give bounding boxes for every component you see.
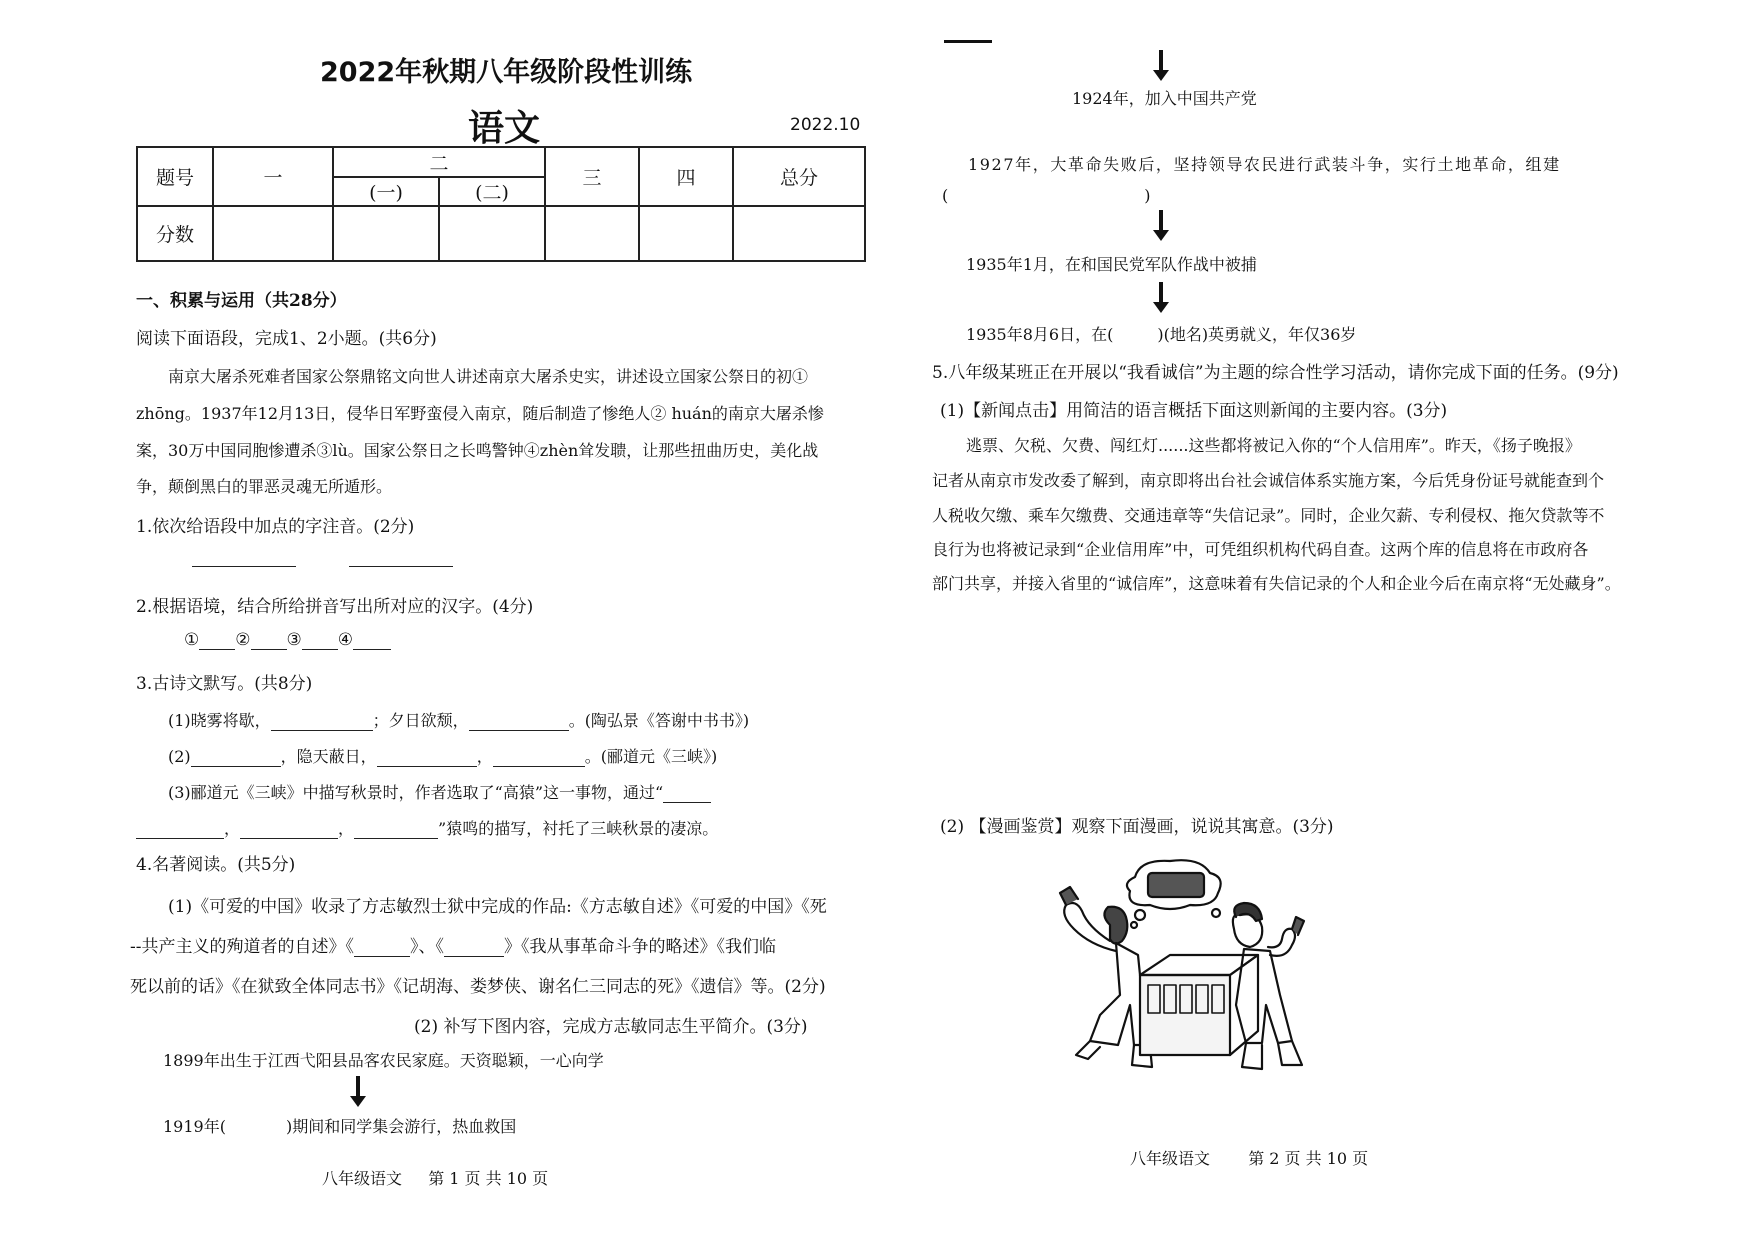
news-line-4: 良行为也将被记录到“企业信用库”中，可凭组织机构代码自查。这两个库的信息将在市政府各 [932, 540, 1589, 559]
section1-heading: 一、积累与运用（共28分） [136, 291, 347, 311]
score-cell-2-2[interactable] [439, 206, 545, 261]
timeline-1935-8-text-a: 1935年8月6日，在( [966, 325, 1114, 344]
q3-1-blank-2[interactable] [469, 712, 569, 731]
timeline-1927-answer [942, 186, 1151, 205]
q3-item-1 [168, 708, 749, 731]
q5-2: (2) 【漫画鉴赏】观察下面漫画，说说其寓意。(3分) [940, 817, 1334, 837]
q3-3-blank-2[interactable] [136, 820, 224, 839]
q1-blank-2[interactable] [349, 548, 453, 567]
q2-blank-4[interactable] [353, 631, 391, 650]
news-line-3: 人税收欠缴、乘车欠缴费、交通违章等“失信记录”。同时，企业欠薪、专利侵权、拖欠贷款等不 [932, 506, 1605, 525]
footer-left-subject: 八年级语文 [322, 1169, 403, 1188]
q3-1-text-b: ；夕日欲颓， [372, 711, 469, 730]
q3-3-blank-1[interactable] [663, 784, 711, 803]
timeline-1935-8 [966, 322, 1356, 345]
q4-2: (2) 补写下图内容，完成方志敏同志生平简介。(3分) [414, 1017, 808, 1037]
passage-line-1: 南京大屠杀死难者国家公祭鼎铭文向世人讲述南京大屠杀史实，讲述设立国家公祭日的初① [168, 367, 809, 386]
paren-open: ( [942, 186, 949, 205]
timeline-1935-1: 1935年1月，在和国民党军队作战中被捕 [966, 255, 1257, 274]
q4-1-text-c: 》《我从事革命斗争的略述》《我们临 [504, 937, 776, 957]
q4-1-line-1: (1)《可爱的中国》收录了方志敏烈士狱中完成的作品:《方志敏自述》《可爱的中国》《死 [168, 897, 827, 917]
score-table-col-2-sub-1: (一) [333, 177, 439, 206]
q3-3-text-c: ， [338, 819, 355, 838]
q4-1-blank-2[interactable] [444, 938, 504, 957]
q3-3-text-b: ， [224, 819, 241, 838]
q3-2-text-c: ， [476, 747, 493, 766]
q1-answer-blanks [192, 548, 453, 567]
timeline-1935-8-text-b: )(地名)英勇就义，年仅36岁 [1157, 325, 1357, 344]
timeline-1919-text-b: )期间和同学集会游行，热血救国 [285, 1117, 517, 1136]
timeline-1927: 1927年，大革命失败后，坚持领导农民进行武装斗争，实行土地革命，组建 [968, 155, 1561, 174]
score-table-row2-label: 分数 [137, 206, 213, 261]
exam-date: 2022.10 [790, 115, 861, 135]
q3-item-3-line-1 [168, 780, 711, 803]
paren-close: ) [1144, 186, 1151, 205]
q3-item-2 [168, 744, 717, 767]
footer-right-page: 第 2 页 共 10 页 [1248, 1149, 1369, 1168]
q2-mark-1: ① [184, 630, 200, 650]
q3-3-blank-3[interactable] [240, 820, 338, 839]
q4-1-line-2 [130, 932, 776, 957]
score-table-row1-label: 题号 [137, 147, 213, 206]
passage-line-2: zhōng。1937年12月13日，侵华日军野蛮侵入南京，随后制造了惨绝人② huán的南京大屠杀惨 [136, 404, 824, 423]
q2-blank-2[interactable] [251, 631, 287, 650]
exam-title: 2022年秋期八年级阶段性训练 [320, 57, 693, 88]
q3-2-blank-3[interactable] [493, 748, 585, 767]
q2-mark-2: ② [235, 630, 251, 650]
score-table-col-1: 一 [213, 147, 333, 206]
q1-blank-1[interactable] [192, 548, 296, 567]
q3-2-blank-2[interactable] [377, 748, 477, 767]
subject-title: 语文 [468, 108, 541, 149]
q2-blank-3[interactable] [302, 631, 338, 650]
question-3: 3.古诗文默写。(共8分) [136, 674, 313, 694]
score-table-col-4: 四 [639, 147, 733, 206]
news-line-2: 记者从南京市发改委了解到，南京即将出台社会诚信体系实施方案，今后凭身份证号就能查到个 [932, 471, 1605, 490]
section1-intro: 阅读下面语段，完成1、2小题。(共6分) [136, 329, 437, 349]
question-2: 2.根据语境，结合所给拼音写出所对应的汉字。(4分) [136, 597, 534, 617]
q3-2-blank-1[interactable] [191, 748, 281, 767]
timeline-1919 [163, 1114, 516, 1137]
question-4: 4.名著阅读。(共5分) [136, 855, 296, 875]
timeline-1899: 1899年出生于江西弋阳县品客农民家庭。天资聪颖，一心向学 [163, 1051, 604, 1070]
q3-1-text-a: (1)晓雾将歇， [168, 711, 271, 730]
question-5: 5.八年级某班正在开展以“我看诚信”为主题的综合性学习活动，请你完成下面的任务。(9分) [932, 363, 1619, 383]
q3-item-3-line-2 [136, 816, 718, 839]
q2-mark-3: ③ [286, 630, 302, 650]
score-table-col-3: 三 [545, 147, 639, 206]
score-table-col-2-sub-2: (二) [439, 177, 545, 206]
question-1: 1.依次给语段中加点的字注音。(2分) [136, 517, 415, 537]
news-line-1: 逃票、欠税、欠费、闯红灯......这些都将被记入你的“个人信用库”。昨天，《扬子晚报》 [966, 436, 1581, 455]
left-page [0, 0, 876, 1240]
q3-3-text-d: ”猿鸣的描写，衬托了三峡秋景的凄凉。 [438, 819, 719, 838]
score-cell-1[interactable] [213, 206, 333, 261]
q2-mark-4: ④ [337, 630, 353, 650]
score-cell-total[interactable] [733, 206, 865, 261]
scan-mark [944, 40, 992, 43]
q2-answer-blanks [184, 630, 391, 650]
q3-1-blank-1[interactable] [271, 712, 373, 731]
footer-left [322, 1166, 548, 1189]
passage-line-3: 案，30万中国同胞惨遭杀③lù。国家公祭日之长鸣警钟④zhèn耸发聩，让那些扭曲历史，美化战 [136, 441, 819, 460]
timeline-1919-text-a: 1919年( [163, 1117, 226, 1136]
passage-line-4: 争，颠倒黑白的罪恶灵魂无所遁形。 [136, 477, 393, 496]
score-cell-3[interactable] [545, 206, 639, 261]
q4-1-text-a: --共产主义的殉道者的自述》《 [130, 937, 354, 957]
score-cell-2-1[interactable] [333, 206, 439, 261]
score-table-col-total: 总分 [733, 147, 865, 206]
q4-1-line-3: 死以前的话》《在狱致全体同志书》《记胡海、娄梦侠、谢名仁三同志的死》《遗信》等。(2分) [130, 977, 826, 997]
footer-right-subject: 八年级语文 [1130, 1149, 1211, 1168]
q3-1-text-c: 。(陶弘景《答谢中书书》) [568, 711, 750, 730]
timeline-1924: 1924年，加入中国共产党 [1072, 89, 1257, 108]
footer-right [1130, 1146, 1368, 1169]
q4-1-text-b: 》、《 [410, 937, 444, 957]
score-cell-4[interactable] [639, 206, 733, 261]
q3-2-text-a: (2) [168, 747, 191, 766]
q2-blank-1[interactable] [199, 631, 235, 650]
q3-3-text-a: (3)郦道元《三峡》中描写秋景时，作者选取了“高猿”这一事物，通过“ [168, 783, 664, 802]
q3-2-text-d: 。(郦道元《三峡》) [584, 747, 718, 766]
footer-left-page: 第 1 页 共 10 页 [428, 1169, 549, 1188]
q3-2-text-b: ，隐天蔽日， [280, 747, 377, 766]
score-table [136, 146, 866, 262]
q5-1: (1)【新闻点击】用简洁的语言概括下面这则新闻的主要内容。(3分) [940, 401, 1448, 421]
score-table-col-2: 二 [333, 147, 545, 177]
q4-1-blank-1[interactable] [354, 938, 410, 957]
cartoon-illustration [1030, 855, 1330, 1105]
news-line-5: 部门共享，并接入省里的“诚信库”，这意味着有失信记录的个人和企业今后在南京将“无处藏身”。 [932, 574, 1621, 593]
q3-3-blank-4[interactable] [354, 820, 438, 839]
